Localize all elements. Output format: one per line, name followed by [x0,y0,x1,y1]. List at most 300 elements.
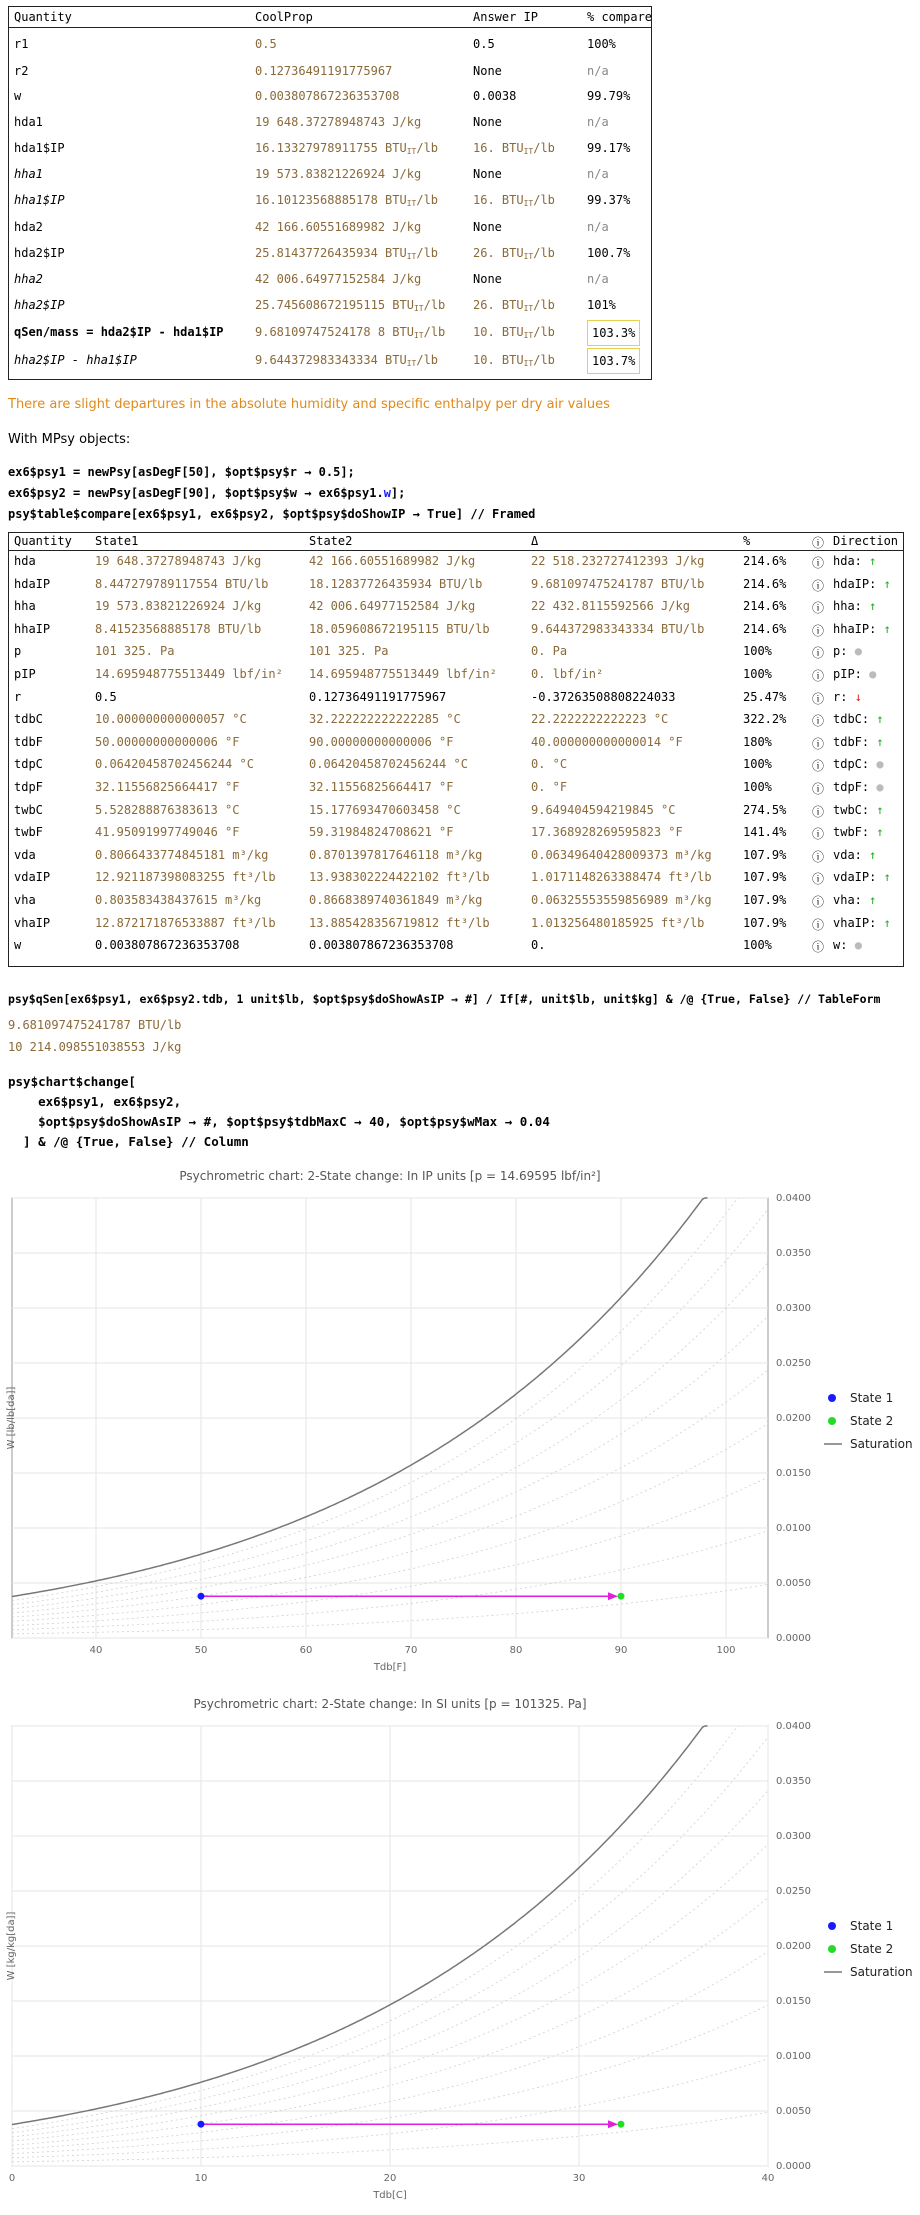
psychrometric-chart-si [0,1688,920,2215]
info-icon[interactable]: ⓘ [812,646,825,661]
saturation-curve [12,1198,708,1597]
info-icon[interactable]: ⓘ [812,804,825,819]
comparison-coolprop [255,298,445,313]
code-chart-l4[interactable]: ] & /@ {True, False} // Column [8,1134,249,1149]
answer-value: 0.5 [473,37,495,51]
unit-tail: /lb [533,193,555,207]
state-cell-q: tdpF [14,780,43,794]
unit-subscript: IT [406,252,417,261]
y-tick-label: 0.0000 [776,1633,811,1644]
state-cell-a: 101 325. Pa [95,644,175,659]
comparison-coolprop [255,115,421,129]
direction-label: tdpF: [833,780,877,794]
unit-subscript: IT [406,199,417,208]
comparison-quantity: r1 [14,37,29,51]
st-header-state1: State1 [95,534,139,548]
unit-tail: /lb [423,298,446,312]
info-icon[interactable]: ⓘ [812,691,825,706]
rh-line [12,1477,768,1625]
state-row [9,690,903,710]
state-cell-a: 0.803583438437615 m³/kg [95,893,262,907]
state-cell-a: 32.11556825664417 °F [95,780,240,794]
state-cell-d: 17.368928269595823 °F [531,825,683,840]
state-cell-b: 101 325. Pa [309,644,389,659]
state-row [9,667,903,687]
state-row [9,893,903,913]
state-cell-d: 9.649404594219845 °C [531,802,676,817]
y-tick-label: 0.0050 [776,1578,811,1589]
direction-indicator [833,577,891,591]
unit-subscript: IT [523,147,534,156]
comparison-row [9,246,651,270]
legend-saturation-label: Saturation [850,1437,913,1451]
unit-tail: /lb [533,353,555,367]
direction-label: vha: [833,893,870,907]
answer-value: None [473,272,502,286]
comparison-answer [473,167,502,181]
answer-value: None [473,220,502,234]
state-cell-a: 5.528288876383613 °C [95,802,240,817]
comparison-row [9,89,651,113]
arrow-down-icon: ↓ [854,689,862,704]
direction-indicator [833,848,876,862]
direction-indicator [833,870,891,884]
state-cell-a: 19 573.83821226924 J/kg [95,599,262,614]
unit-subscript: IT [406,359,417,368]
code-line-psy1[interactable]: ex6$psy1 = newPsy[asDegF[50], $opt$psy$r → 0.5]; [8,465,355,479]
state-cell-a: 50.00000000000006 °F [95,734,240,749]
dot-icon: ● [876,757,884,772]
state-cell-p: 100% [743,757,772,772]
comparison-table [8,6,652,380]
comparison-coolprop [255,193,438,208]
direction-label: vdaIP: [833,870,884,885]
y-tick-label: 0.0400 [776,1193,811,1204]
comparison-answer [473,325,555,340]
unit-tail: /lb [533,325,555,339]
state-cell-p: 25.47% [743,689,787,704]
direction-label: hha: [833,599,870,614]
state-row [9,780,903,800]
departure-note: There are slight departures in the absolute humidity and specific enthalpy per dry air values [8,397,610,412]
comparison-coolprop [255,272,421,286]
x-tick-label: 40 [761,2173,775,2184]
unit-subscript: IT [413,304,424,313]
comparison-row [9,193,651,217]
header-answer-ip: Answer IP [473,10,539,24]
state-cell-p: 322.2% [743,712,787,727]
st-header-quantity: Quantity [14,534,72,548]
legend-state1-marker [828,1394,836,1402]
x-axis-label: Tdb[F] [373,1662,407,1673]
state-cell-q: p [14,644,22,659]
state-cell-d: 0. °F [531,780,568,794]
y-tick-label: 0.0200 [776,1413,811,1424]
code-line-qsen[interactable]: psy$qSen[ex6$psy1, ex6$psy2.tdb, 1 unit$lb, $opt$psy$doShowAsIP → #] / If[#, unit$lb, unit$kg] & /@ {True, False} // TableForm [8,992,881,1006]
state-row [9,735,903,755]
coolprop-value: 0.003807867236353708 [255,89,400,103]
state-row [9,554,903,574]
comparison-row [9,115,651,139]
comparison-quantity: hda2 [14,220,43,234]
state-row [9,577,903,597]
comparison-coolprop [255,37,277,51]
unit-subscript: IT [413,331,424,340]
coolprop-value: 9.68109747524178 8 BTU [255,325,414,339]
info-icon[interactable]: ⓘ [812,782,825,796]
comparison-answer [473,115,502,129]
state-cell-a: 14.695948775513449 lbf/in² [95,667,283,681]
state-row [9,803,903,823]
direction-label: twbF: [833,825,877,840]
comparison-row [9,141,651,165]
state-cell-a: 10.000000000000057 °C [95,712,247,727]
x-tick-label: 50 [194,1645,208,1656]
direction-indicator [833,554,876,568]
y-tick-label: 0.0300 [776,1303,811,1314]
answer-value: 10. BTU [473,325,524,339]
coolprop-value: 0.12736491191775967 [255,64,393,78]
state-cell-p: 107.9% [743,915,787,930]
unit-tail: /lb [416,353,439,367]
st-header-delta: Δ [531,534,539,548]
info-icon[interactable]: ⓘ [812,759,825,774]
direction-indicator [833,803,884,817]
comparison-percent: n/a [587,220,609,234]
legend-state1-label: State 1 [850,1391,894,1405]
comparison-answer [473,298,555,313]
coolprop-value: 9.644372983343334 BTU [255,353,407,367]
state-cell-d: 0. °C [531,757,568,772]
answer-value: None [473,167,502,181]
comparison-percent: 103.3% [587,320,640,346]
st-header-direction: Direction [833,534,899,548]
state-table-header [9,533,903,551]
state-cell-q: r [14,689,22,704]
y-tick-label: 0.0000 [776,2161,811,2172]
y-tick-label: 0.0100 [776,1523,811,1534]
header-quantity: Quantity [14,10,72,24]
state-cell-q: twbF [14,825,43,840]
state-cell-b: 59.31984824708621 °F [309,825,454,840]
code-line-psy2[interactable] [8,486,405,500]
unit-tail: /lb [533,246,555,260]
y-tick-label: 0.0400 [776,1721,811,1732]
comparison-quantity: qSen/mass = hda2$IP - hda1$IP [14,325,224,339]
comparison-quantity: hha1$IP [14,193,65,207]
state-cell-d: 0. [531,938,546,953]
unit-tail: /lb [533,141,555,155]
comparison-row [9,167,651,191]
info-icon[interactable]: ⓘ [812,714,825,729]
state-cell-q: pIP [14,667,36,681]
state-cell-q: hda [14,554,36,568]
state-cell-d: 9.644372983343334 BTU/lb [531,621,705,636]
direction-indicator [833,825,884,839]
comparison-answer [473,141,555,156]
state-cell-d: 9.681097475241787 BTU/lb [531,576,705,591]
code-psy2-w: w [383,486,391,500]
state-cell-q: hdaIP [14,576,51,591]
unit-tail: /lb [416,193,439,207]
state-row [9,870,903,890]
state-cell-p: 100% [743,938,772,953]
state-row [9,825,903,845]
x-tick-label: 80 [509,1645,523,1656]
state-cell-p: 107.9% [743,847,787,862]
x-axis-label: Tdb[C] [373,2190,407,2201]
direction-label: hdaIP: [833,576,884,591]
direction-label: twbC: [833,802,877,817]
state-cell-q: tdpC [14,757,43,772]
arrow-up-icon: ↑ [876,712,884,727]
legend-state2-marker [828,1945,836,1953]
y-axis-label: W [kg/kg[da]] [6,1911,17,1981]
code-line-table-compare[interactable]: psy$table$compare[ex6$psy1, ex6$psy2, $opt$psy$doShowIP → True] // Framed [8,507,536,521]
comparison-percent: 99.79% [587,89,631,103]
code-psy2-a: ex6$psy2 = newPsy[asDegF[90], $opt$psy$w → ex6$psy1. [8,486,384,500]
state-cell-q: twbC [14,802,43,817]
direction-indicator [833,690,862,704]
unit-tail: /lb [416,141,439,155]
info-icon[interactable]: ⓘ [812,849,825,864]
direction-label: tdbC: [833,712,877,727]
state-cell-q: vha [14,893,36,907]
state-cell-a: 0.06420458702456244 °C [95,757,254,772]
rh-line [12,1263,768,1609]
arrow-head-icon [608,2120,618,2128]
direction-indicator [833,712,884,726]
state-cell-a: 12.921187398083255 ft³/lb [95,870,276,885]
state-cell-d: -0.37263508808224033 [531,689,676,704]
x-tick-label: 40 [89,1645,103,1656]
state-cell-d: 40.000000000000014 °F [531,734,683,749]
state1-point [198,2121,205,2128]
y-tick-label: 0.0150 [776,1996,811,2007]
state-cell-b: 32.222222222222285 °C [309,712,461,727]
info-icon[interactable]: ⓘ [812,578,825,593]
arrow-up-icon: ↑ [883,870,891,885]
arrow-up-icon: ↑ [869,599,877,614]
info-icon[interactable]: ⓘ [812,917,825,932]
coolprop-value: 16.13327978911755 BTU [255,141,407,155]
comparison-row [9,298,651,322]
legend-state1-marker [828,1922,836,1930]
y-tick-label: 0.0050 [776,2106,811,2117]
state-cell-q: vhaIP [14,915,51,930]
state-cell-b: 42 006.64977152584 J/kg [309,599,476,614]
unit-subscript: IT [523,304,534,313]
state-cell-b: 0.12736491191775967 [309,689,447,704]
comparison-answer [473,220,502,234]
state-cell-d: 0. Pa [531,644,568,659]
dot-icon: ● [876,780,884,794]
comparison-row [9,353,651,377]
info-icon[interactable]: ⓘ [812,895,825,909]
state-cell-a: 8.447279789117554 BTU/lb [95,576,269,591]
rh-line [12,1726,743,2129]
y-tick-label: 0.0250 [776,1886,811,1897]
unit-subscript: IT [523,359,534,368]
state-cell-a: 0.5 [95,689,117,704]
state-cell-p: 107.9% [743,870,787,885]
unit-subscript: IT [523,199,534,208]
comparison-row [9,64,651,88]
comparison-quantity: hha2 [14,272,43,286]
coolprop-value: 25.745608672195115 BTU [255,298,414,312]
direction-indicator [833,735,884,749]
info-icon[interactable]: ⓘ [812,940,825,955]
unit-subscript: IT [523,331,534,340]
unit-tail: /lb [533,298,555,312]
state-cell-d: 22 432.8115592566 J/kg [531,599,690,614]
comparison-quantity: hda1$IP [14,141,65,155]
rh-line [12,1209,768,1605]
rh-line [12,1198,743,1601]
comparison-percent: n/a [587,272,609,286]
comparison-row [9,37,651,61]
state-cell-p: 100% [743,780,772,794]
comparison-answer [473,246,555,261]
arrow-up-icon: ↑ [883,576,891,591]
comparison-row [9,220,651,244]
comparison-row [9,325,651,349]
coolprop-value: 19 648.37278948743 J/kg [255,115,422,129]
comparison-coolprop [255,89,400,103]
header-percent-compare: % compare [587,10,653,24]
legend-state2-marker [828,1417,836,1425]
coolprop-value: 0.5 [255,37,277,51]
state-row [9,712,903,732]
info-icon[interactable]: ⓘ [812,556,825,570]
state-row [9,644,903,664]
x-tick-label: 70 [404,1645,418,1656]
direction-indicator [833,622,891,636]
info-icon[interactable]: ⓘ [812,669,825,683]
state-cell-q: w [14,938,22,953]
direction-indicator [833,893,876,907]
x-tick-label: 60 [299,1645,313,1656]
answer-value: 16. BTU [473,193,524,207]
state-cell-p: 214.6% [743,621,787,636]
answer-value: 10. BTU [473,353,524,367]
arrow-head-icon [608,1592,618,1600]
state-cell-b: 42 166.60551689982 J/kg [309,554,476,568]
comparison-answer [473,353,555,368]
state-cell-p: 214.6% [743,554,787,568]
arrow-up-icon: ↑ [876,802,884,817]
st-header-percent: % [743,534,751,548]
comparison-quantity: hda2$IP [14,246,65,260]
direction-indicator [833,780,884,794]
state-row [9,757,903,777]
info-icon[interactable]: ⓘ [812,827,825,842]
state-cell-q: hha [14,599,36,614]
unit-tail: /lb [423,325,446,339]
comparison-quantity: r2 [14,64,29,78]
state-cell-p: 107.9% [743,893,787,907]
state-row [9,848,903,868]
arrow-up-icon: ↑ [869,893,877,907]
comparison-answer [473,37,495,51]
state-compare-table [8,532,904,967]
direction-label: tdbF: [833,734,877,749]
comparison-percent: n/a [587,115,609,129]
y-tick-label: 0.0350 [776,1776,811,1787]
state-cell-p: 214.6% [743,576,787,591]
saturation-curve [12,1726,708,2125]
state-cell-q: tdbC [14,712,43,727]
comparison-coolprop [255,141,438,156]
state-cell-q: vdaIP [14,870,51,885]
qsen-output-si: 10 214.098551038553 J/kg [8,1040,182,1054]
arrow-up-icon: ↑ [876,825,884,840]
comparison-coolprop [255,167,421,181]
state-cell-b: 32.11556825664417 °F [309,780,454,794]
legend-state2-label: State 2 [850,1942,894,1956]
state-row [9,916,903,936]
rh-line [12,1316,768,1613]
state-cell-d: 1.0171148263388474 ft³/lb [531,870,712,885]
code-psy2-c: ]; [390,486,406,500]
info-icon[interactable]: ⓘ [812,601,825,616]
rh-line [12,1370,768,1617]
answer-value: 16. BTU [473,141,524,155]
state-cell-b: 14.695948775513449 lbf/in² [309,667,497,681]
state-cell-a: 41.95091997749046 °F [95,825,240,840]
info-icon[interactable]: ⓘ [812,623,825,638]
answer-value: None [473,64,502,78]
info-icon[interactable]: ⓘ [812,736,825,751]
state-cell-b: 90.00000000000006 °F [309,734,454,749]
direction-indicator [833,916,891,930]
state-cell-d: 0.06349640428009373 m³/kg [531,847,712,862]
psychrometric-chart-ip [0,1160,920,1685]
y-tick-label: 0.0150 [776,1468,811,1479]
state-cell-b: 18.059608672195115 BTU/lb [309,621,490,636]
comparison-quantity: w [14,89,22,103]
direction-label: hhaIP: [833,621,884,636]
code-chart-l1[interactable]: psy$chart$change[ [8,1074,136,1089]
code-chart-l3[interactable]: $opt$psy$doShowAsIP → #, $opt$psy$tdbMaxC → 40, $opt$psy$wMax → 0.04 [8,1114,550,1129]
direction-indicator [833,667,876,681]
direction-label: w: [833,938,855,953]
comparison-coolprop [255,64,392,78]
state-cell-p: 274.5% [743,802,787,817]
comparison-percent: 103.7% [587,348,640,374]
comparison-coolprop [255,325,445,340]
st-header-state2: State2 [309,534,353,548]
info-icon[interactable]: ⓘ [812,872,825,887]
chart-title: Psychrometric chart: 2-State change: In SI units [p = 101325. Pa] [193,1697,587,1711]
state-row [9,938,903,958]
comparison-quantity: hha2$IP - hha1$IP [14,353,137,367]
y-tick-label: 0.0300 [776,1831,811,1842]
chart-title: Psychrometric chart: 2-State change: In IP units [p = 14.69595 lbf/in²] [179,1169,601,1183]
coolprop-value: 42 166.60551689982 J/kg [255,220,422,234]
direction-indicator [833,644,862,658]
comparison-percent: 99.37% [587,193,631,207]
y-axis-label: W [lb/lb[da]] [6,1386,17,1450]
comparison-coolprop [255,220,421,234]
state-cell-q: hhaIP [14,621,51,636]
direction-label: hda: [833,554,870,568]
direction-label: vda: [833,847,870,862]
comparison-percent: 101% [587,298,616,312]
code-chart-l2[interactable]: ex6$psy1, ex6$psy2, [8,1094,182,1109]
answer-value: 0.0038 [473,89,517,103]
direction-label: pIP: [833,667,870,681]
